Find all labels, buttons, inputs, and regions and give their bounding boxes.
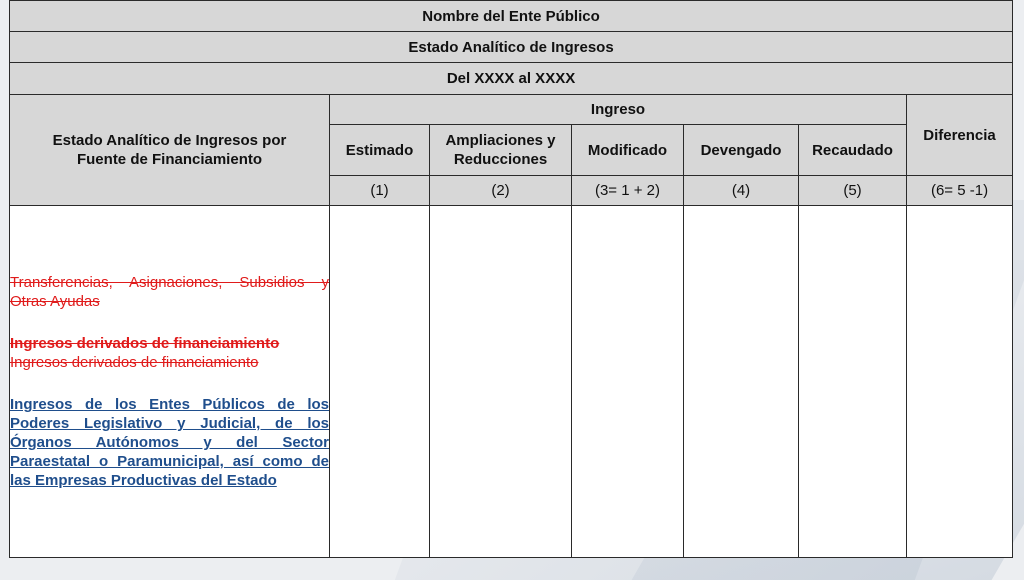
value-cell-diferencia <box>907 206 1013 558</box>
col-num-4: (4) <box>684 176 799 206</box>
ingreso-header: Ingreso <box>330 95 907 125</box>
diferencia-header: Diferencia <box>907 95 1013 176</box>
row-label-header: Estado Analítico de Ingresos por Fuente de Financiamiento <box>10 95 330 206</box>
col-num-2: (2) <box>430 176 572 206</box>
row-item-ingresos-financiamiento: Ingresos derivados de financiamiento <box>10 354 259 371</box>
value-cell-ampliaciones <box>430 206 572 558</box>
value-cell-devengado <box>684 206 799 558</box>
col-recaudado: Recaudado <box>799 125 907 176</box>
col-num-1: (1) <box>330 176 430 206</box>
value-cell-modificado <box>572 206 684 558</box>
col-ampliaciones: Ampliaciones y Reducciones <box>430 125 572 176</box>
row-labels-cell <box>10 206 330 558</box>
col-estimado: Estimado <box>330 125 430 176</box>
row-item-entes-publicos: Ingresos de los Entes Públicos de los Poderes Legislativo y Judicial, de los Órganos Autónomos y del Sector Paraestatal o Paramunicipal, así como de las Empresas Productivas del Estado <box>10 396 329 489</box>
value-cell-recaudado <box>799 206 907 558</box>
value-cell-estimado <box>330 206 430 558</box>
report-period: Del XXXX al XXXX <box>10 63 1013 95</box>
report-title: Estado Analítico de Ingresos <box>10 32 1013 63</box>
col-devengado: Devengado <box>684 125 799 176</box>
estado-analitico-table <box>9 0 1013 558</box>
col-modificado: Modificado <box>572 125 684 176</box>
row-item-ingresos-financiamiento-bold: Ingresos derivados de financiamiento <box>10 335 280 352</box>
col-num-3: (3= 1 + 2) <box>572 176 684 206</box>
entity-name: Nombre del Ente Público <box>10 1 1013 32</box>
col-num-6: (6= 5 -1) <box>907 176 1013 206</box>
row-item-transferencias: Transferencias, Asignaciones, Subsidios y Otras Ayudas <box>10 274 329 310</box>
col-num-5: (5) <box>799 176 907 206</box>
